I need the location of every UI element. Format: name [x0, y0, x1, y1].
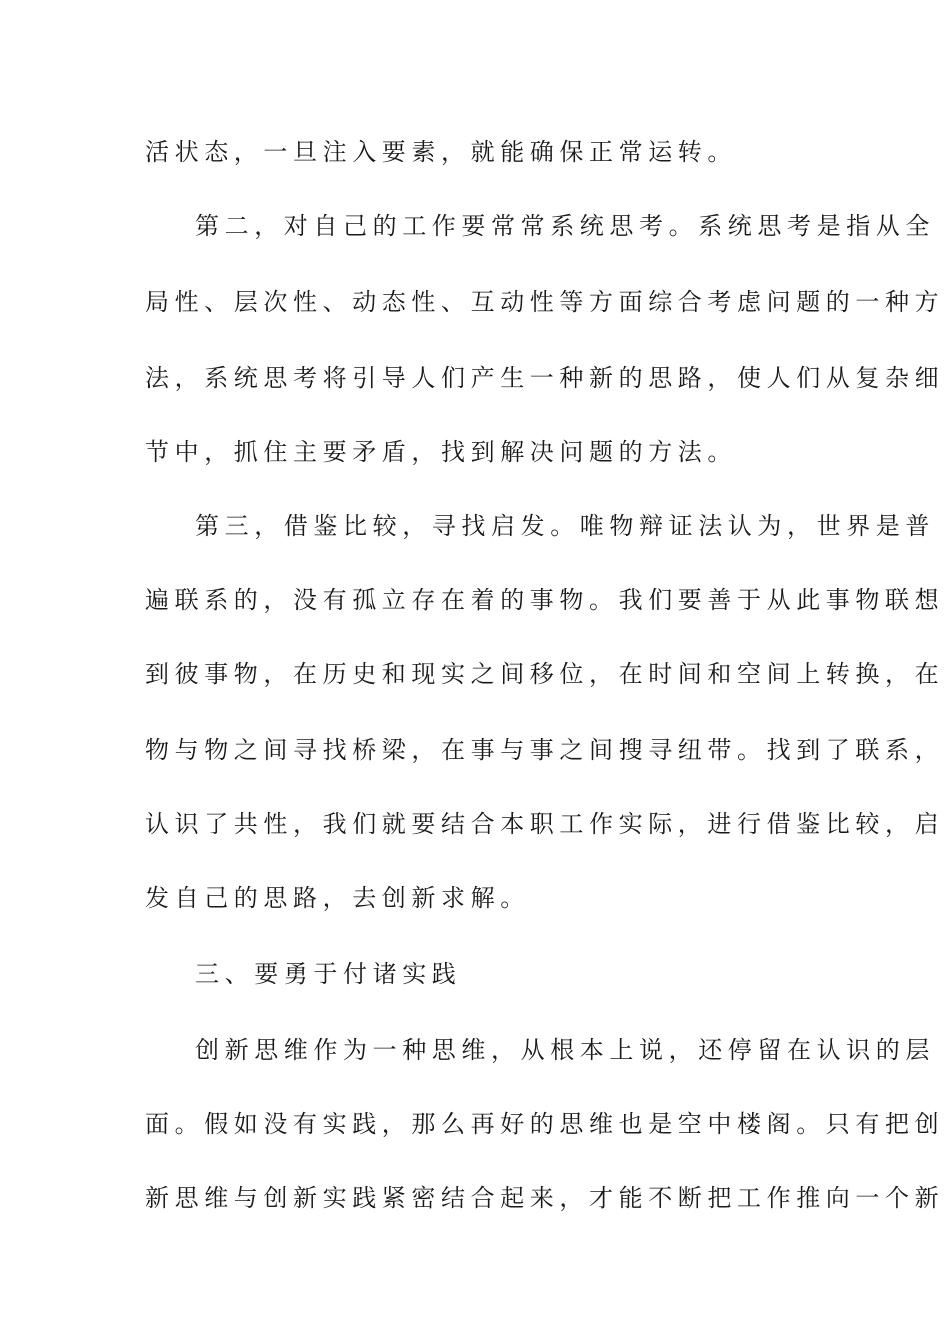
text-line: 新思维与创新实践紧密结合起来，才能不断把工作推向一个新 [145, 1184, 945, 1212]
text-line: 局性、层次性、动态性、互动性等方面综合考虑问题的一种方 [145, 288, 945, 316]
paragraph-first-line: 创新思维作为一种思维，从根本上说，还停留在认识的层 [195, 1036, 935, 1064]
text-line: 发自己的思路，去创新求解。 [145, 884, 530, 912]
text-line: 面。假如没有实践，那么再好的思维也是空中楼阁。只有把创 [145, 1110, 945, 1138]
text-line: 物与物之间寻找桥梁，在事与事之间搜寻纽带。找到了联系， [145, 736, 945, 764]
text-line: 遍联系的，没有孤立存在着的事物。我们要善于从此事物联想 [145, 586, 945, 614]
text-line: 法，系统思考将引导人们产生一种新的思路，使人们从复杂细 [145, 364, 945, 392]
text-line: 活状态，一旦注入要素，就能确保正常运转。 [145, 138, 737, 166]
text-line: 节中，抓住主要矛盾，找到解决问题的方法。 [145, 438, 737, 466]
text-line: 认识了共性，我们就要结合本职工作实际，进行借鉴比较，启 [145, 810, 945, 838]
section-heading: 三、要勇于付诸实践 [195, 960, 462, 988]
paragraph-first-line: 第三，借鉴比较，寻找启发。唯物辩证法认为，世界是普 [195, 512, 935, 540]
text-line: 到彼事物，在历史和现实之间移位，在时间和空间上转换，在 [145, 660, 945, 688]
paragraph-first-line: 第二，对自己的工作要常常系统思考。系统思考是指从全 [195, 212, 935, 240]
